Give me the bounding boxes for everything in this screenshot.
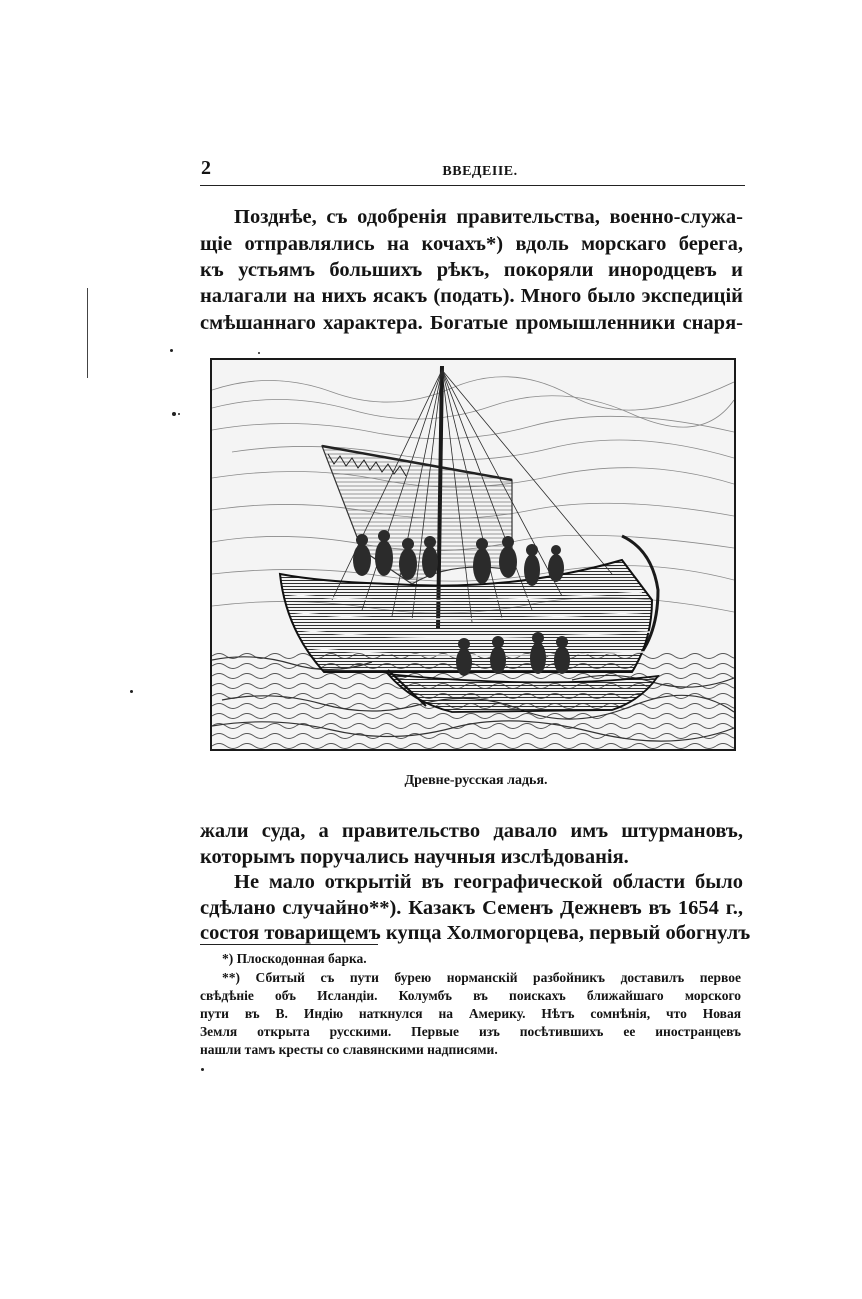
scan-speck <box>178 413 180 415</box>
text-line: Не мало открытій въ географической области было <box>234 871 743 893</box>
scan-speck <box>170 349 173 352</box>
text-line: которымъ поручались научныя изслѣдованія. <box>200 846 629 868</box>
footnote-rule <box>200 944 378 945</box>
footnote-1: *) Плоскодонная барка. <box>222 951 367 966</box>
footnote-2-line: Земля открыта русскими. Первые изъ посѣтившихъ ее иностранцевъ <box>200 1024 741 1039</box>
text-line: щіе отправлялись на кочахъ*) вдоль морскаго берега, <box>200 233 743 255</box>
text-line: смѣшаннаго характера. Богатые промышленники снаря- <box>200 312 743 334</box>
figure-caption: Древне-русская ладья. <box>404 773 548 788</box>
footnote-2-line: свѣдѣніе объ Исландіи. Колумбъ въ поискахъ ближайшаго морского <box>200 988 741 1003</box>
text-line: Позднѣе, съ одобренія правительства, военно-служа- <box>234 206 743 228</box>
text-line: къ устьямъ большихъ рѣкъ, покоряли инородцевъ и <box>200 259 743 281</box>
ship-engraving <box>212 360 734 749</box>
scan-speck <box>201 1068 204 1071</box>
text-line: налагали на нихъ ясакъ (подать). Много было экспедицій <box>200 285 743 307</box>
scan-speck <box>130 690 133 693</box>
footnote-2-line: нашли тамъ кресты со славянскими надписями. <box>200 1042 498 1057</box>
running-head: ВВЕДЕIIE. <box>442 164 518 179</box>
page-number: 2 <box>201 157 211 179</box>
text-line: состоя товарищемъ купца Холмогорцева, первый обогнулъ <box>200 922 751 944</box>
scan-speck <box>258 352 260 354</box>
scan-speck <box>172 412 176 416</box>
footnote-2-line: **) Сбитый съ пути бурею норманскій разбойникъ доставилъ первое <box>222 970 741 985</box>
margin-mark <box>87 288 88 378</box>
text-line: сдѣлано случайно**). Казакъ Семенъ Дежневъ въ 1654 г., <box>200 897 743 919</box>
footnote-2-line: пути въ В. Индію наткнулся на Америку. Нѣтъ сомнѣнія, что Новая <box>200 1006 741 1021</box>
text-line: жали суда, а правительство давало имъ штурмановъ, <box>200 820 743 842</box>
header-rule <box>200 185 745 186</box>
ship-illustration <box>210 358 736 751</box>
